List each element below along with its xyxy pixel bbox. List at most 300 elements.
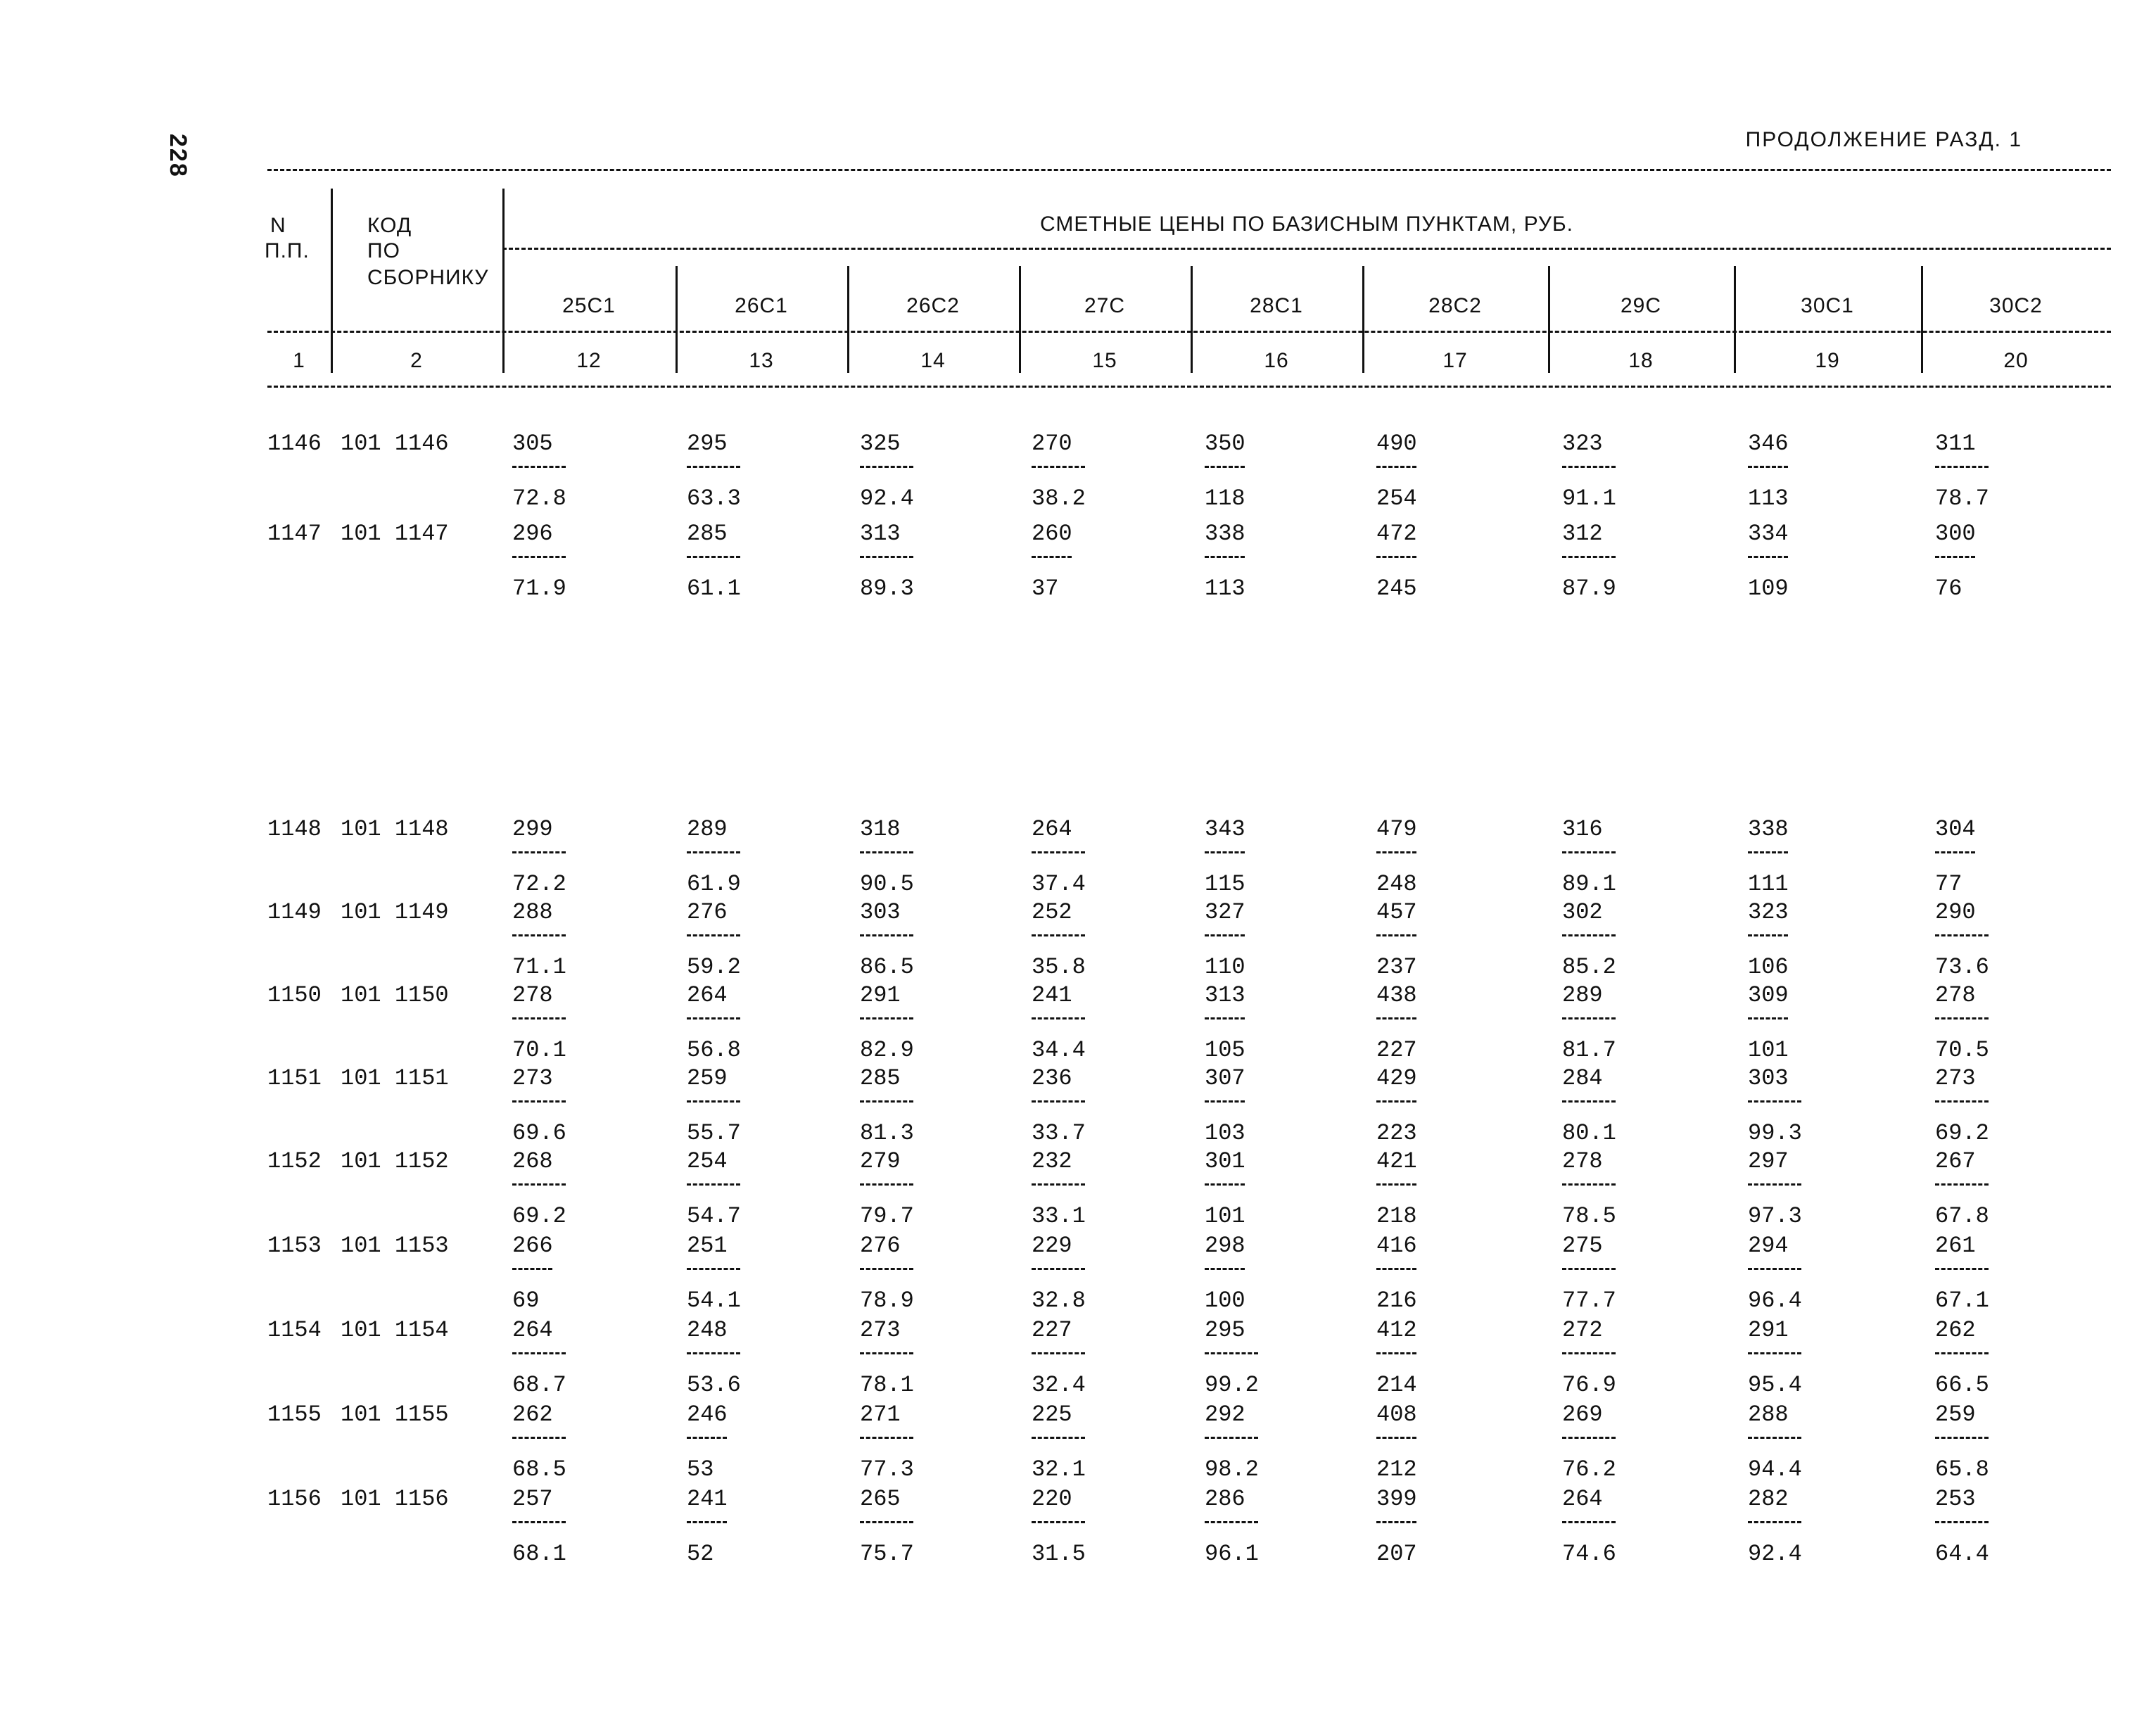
column-code: 29С: [1620, 294, 1662, 317]
fraction-line: [1562, 934, 1616, 936]
price-value: 288: [1748, 1402, 1789, 1428]
price-subvalue: 61.1: [687, 576, 741, 602]
column-number: 19: [1815, 349, 1840, 372]
price-subvalue: 96.4: [1748, 1288, 1802, 1314]
row-number: 1151: [267, 1065, 322, 1091]
price-value: 311: [1935, 431, 1976, 457]
price-subvalue: 77.3: [860, 1456, 914, 1482]
price-value: 325: [860, 431, 901, 457]
column-number: 20: [2003, 349, 2029, 372]
n-label: П.П.: [265, 239, 310, 262]
price-value: 479: [1376, 816, 1417, 842]
price-value: 343: [1205, 816, 1245, 842]
row-number: 1150: [267, 982, 322, 1008]
price-subvalue: 35.8: [1032, 954, 1086, 980]
price-value: 304: [1935, 816, 1976, 842]
column-number: 17: [1442, 349, 1468, 372]
price-subvalue: 64.4: [1935, 1541, 1989, 1567]
price-subvalue: 72.2: [512, 871, 566, 897]
price-subvalue: 32.8: [1032, 1288, 1086, 1314]
price-subvalue: 89.3: [860, 576, 914, 602]
price-value: 270: [1032, 431, 1072, 457]
price-value: 261: [1935, 1233, 1976, 1259]
row-number: 1147: [267, 521, 322, 547]
price-value: 278: [512, 982, 553, 1008]
fraction-line: [1032, 1521, 1085, 1523]
price-value: 286: [1205, 1486, 1245, 1512]
price-subvalue: 214: [1376, 1372, 1417, 1398]
row-number: 1154: [267, 1317, 322, 1343]
price-value: 301: [1205, 1148, 1245, 1174]
price-value: 338: [1748, 816, 1789, 842]
price-value: 229: [1032, 1233, 1072, 1259]
fraction-line: [1376, 466, 1416, 468]
row-code: 101 1151: [341, 1065, 449, 1091]
fraction-line: [1032, 1268, 1085, 1270]
row-number: 1152: [267, 1148, 322, 1174]
price-value: 254: [687, 1148, 728, 1174]
price-subvalue: 76: [1935, 576, 1962, 602]
fraction-line: [687, 851, 740, 853]
fraction-line: [512, 851, 566, 853]
fraction-line: [1032, 934, 1085, 936]
price-value: 303: [860, 899, 901, 925]
price-value: 296: [512, 521, 553, 547]
price-subvalue: 113: [1205, 576, 1245, 602]
price-value: 248: [687, 1317, 728, 1343]
row-code: 101 1155: [341, 1402, 449, 1428]
price-value: 232: [1032, 1148, 1072, 1174]
price-value: 225: [1032, 1402, 1072, 1428]
price-subvalue: 77: [1935, 871, 1962, 897]
price-subvalue: 69.2: [512, 1203, 566, 1229]
price-value: 289: [1562, 982, 1603, 1008]
price-subvalue: 66.5: [1935, 1372, 1989, 1398]
fraction-line: [860, 1100, 913, 1103]
fraction-line: [1935, 1437, 1989, 1439]
fraction-line: [1562, 1100, 1616, 1103]
price-subvalue: 69.2: [1935, 1120, 1989, 1146]
price-value: 278: [1935, 982, 1976, 1008]
price-subvalue: 212: [1376, 1456, 1417, 1482]
price-subvalue: 96.1: [1205, 1541, 1259, 1567]
row-number: 1156: [267, 1486, 322, 1512]
fraction-line: [1935, 1268, 1989, 1270]
price-value: 257: [512, 1486, 553, 1512]
fraction-line: [860, 934, 913, 936]
row-number: 1148: [267, 816, 322, 842]
price-subvalue: 92.4: [1748, 1541, 1802, 1567]
fraction-line: [1376, 1352, 1416, 1354]
fraction-line: [512, 1352, 566, 1354]
fraction-line: [687, 1017, 740, 1019]
price-subvalue: 99.3: [1748, 1120, 1802, 1146]
price-value: 268: [512, 1148, 553, 1174]
price-value: 305: [512, 431, 553, 457]
price-subvalue: 78.7: [1935, 485, 1989, 512]
column-code: 27С: [1084, 294, 1126, 317]
column-code: 28С1: [1250, 294, 1303, 317]
price-value: 259: [687, 1065, 728, 1091]
fraction-line: [1935, 1100, 1989, 1103]
price-subvalue: 71.1: [512, 954, 566, 980]
price-subvalue: 55.7: [687, 1120, 741, 1146]
fraction-line: [1935, 466, 1989, 468]
row-code: 101 1150: [341, 982, 449, 1008]
row-number: 1146: [267, 431, 322, 457]
fraction-line: [512, 1521, 566, 1523]
fraction-line: [1032, 851, 1085, 853]
fraction-line: [1205, 556, 1245, 558]
price-value: 284: [1562, 1065, 1603, 1091]
column-number: 18: [1628, 349, 1654, 372]
price-subvalue: 74.6: [1562, 1541, 1616, 1567]
price-subvalue: 100: [1205, 1288, 1245, 1314]
price-subvalue: 103: [1205, 1120, 1245, 1146]
price-value: 327: [1205, 899, 1245, 925]
price-subvalue: 207: [1376, 1541, 1417, 1567]
price-subvalue: 37.4: [1032, 871, 1086, 897]
fraction-line: [1376, 1268, 1416, 1270]
price-value: 220: [1032, 1486, 1072, 1512]
price-subvalue: 34.4: [1032, 1037, 1086, 1063]
fraction-line: [1562, 1352, 1616, 1354]
price-value: 267: [1935, 1148, 1976, 1174]
row-code: 101 1149: [341, 899, 449, 925]
fraction-line: [860, 466, 913, 468]
fraction-line: [1032, 466, 1085, 468]
price-subvalue: 71.9: [512, 576, 566, 602]
price-subvalue: 56.8: [687, 1037, 741, 1063]
fraction-line: [1748, 1017, 1788, 1019]
fraction-line: [1748, 1437, 1801, 1439]
price-subvalue: 111: [1748, 871, 1789, 897]
fraction-line: [1376, 1521, 1416, 1523]
price-subvalue: 118: [1205, 485, 1245, 512]
price-value: 262: [512, 1402, 553, 1428]
column-code: 28С2: [1428, 294, 1482, 317]
price-value: 307: [1205, 1065, 1245, 1091]
price-value: 265: [860, 1486, 901, 1512]
price-subvalue: 76.2: [1562, 1456, 1616, 1482]
price-subvalue: 97.3: [1748, 1203, 1802, 1229]
fraction-line: [1562, 1437, 1616, 1439]
row-code: 101 1154: [341, 1317, 449, 1343]
price-value: 264: [512, 1317, 553, 1343]
fraction-line: [512, 1183, 566, 1186]
price-subvalue: 32.1: [1032, 1456, 1086, 1482]
price-value: 416: [1376, 1233, 1417, 1259]
fraction-line: [512, 1268, 552, 1270]
fraction-line: [687, 1183, 740, 1186]
fraction-line: [512, 556, 566, 558]
price-value: 278: [1562, 1148, 1603, 1174]
fraction-line: [1032, 1100, 1085, 1103]
price-subvalue: 90.5: [860, 871, 914, 897]
row-code: 101 1146: [341, 431, 449, 457]
column-number: 14: [920, 349, 946, 372]
price-value: 264: [1562, 1486, 1603, 1512]
fraction-line: [1376, 1183, 1416, 1186]
fraction-line: [1562, 1183, 1616, 1186]
fraction-line: [1376, 1100, 1416, 1103]
fraction-line: [860, 1183, 913, 1186]
price-subvalue: 37: [1032, 576, 1059, 602]
price-subvalue: 254: [1376, 485, 1417, 512]
price-value: 291: [860, 982, 901, 1008]
fraction-line: [687, 1100, 740, 1103]
price-subvalue: 54.7: [687, 1203, 741, 1229]
price-subvalue: 87.9: [1562, 576, 1616, 602]
price-value: 303: [1748, 1065, 1789, 1091]
fraction-line: [687, 1352, 740, 1354]
price-value: 309: [1748, 982, 1789, 1008]
fraction-line: [1032, 1183, 1085, 1186]
price-value: 295: [687, 431, 728, 457]
n-label: N: [270, 214, 286, 237]
price-value: 241: [687, 1486, 728, 1512]
price-subvalue: 67.1: [1935, 1288, 1989, 1314]
price-value: 438: [1376, 982, 1417, 1008]
price-subvalue: 86.5: [860, 954, 914, 980]
price-subvalue: 99.2: [1205, 1372, 1259, 1398]
fraction-line: [1205, 1017, 1245, 1019]
fraction-line: [1205, 851, 1245, 853]
fraction-line: [1205, 1100, 1245, 1103]
fraction-line: [1748, 556, 1788, 558]
price-value: 282: [1748, 1486, 1789, 1512]
price-value: 262: [1935, 1317, 1976, 1343]
price-subvalue: 31.5: [1032, 1541, 1086, 1567]
fraction-line: [1748, 934, 1788, 936]
price-value: 472: [1376, 521, 1417, 547]
price-subvalue: 216: [1376, 1288, 1417, 1314]
fraction-line: [1935, 934, 1989, 936]
price-subvalue: 68.1: [512, 1541, 566, 1567]
price-subvalue: 115: [1205, 871, 1245, 897]
price-value: 271: [860, 1402, 901, 1428]
fraction-line: [1748, 1268, 1801, 1270]
price-subvalue: 94.4: [1748, 1456, 1802, 1482]
price-subvalue: 78.5: [1562, 1203, 1616, 1229]
price-value: 285: [687, 521, 728, 547]
price-subvalue: 33.7: [1032, 1120, 1086, 1146]
price-subvalue: 227: [1376, 1037, 1417, 1063]
fraction-line: [1748, 1183, 1801, 1186]
fraction-line: [1376, 556, 1416, 558]
fraction-line: [1205, 1521, 1258, 1523]
row-code: 101 1148: [341, 816, 449, 842]
price-subvalue: 95.4: [1748, 1372, 1802, 1398]
row-code: 101 1152: [341, 1148, 449, 1174]
price-subvalue: 67.8: [1935, 1203, 1989, 1229]
fraction-line: [1205, 1268, 1245, 1270]
fraction-line: [1748, 1521, 1801, 1523]
continuation-label: ПРОДОЛЖЕНИЕ РАЗД. 1: [1745, 128, 2022, 151]
price-value: 297: [1748, 1148, 1789, 1174]
price-subvalue: 59.2: [687, 954, 741, 980]
price-value: 338: [1205, 521, 1245, 547]
fraction-line: [1748, 1352, 1801, 1354]
price-value: 260: [1032, 521, 1072, 547]
price-value: 269: [1562, 1402, 1603, 1428]
price-value: 350: [1205, 431, 1245, 457]
price-subvalue: 70.1: [512, 1037, 566, 1063]
price-subvalue: 73.6: [1935, 954, 1989, 980]
row-number: 1153: [267, 1233, 322, 1259]
fraction-line: [1562, 851, 1616, 853]
price-value: 259: [1935, 1402, 1976, 1428]
price-subvalue: 92.4: [860, 485, 914, 512]
price-subvalue: 81.3: [860, 1120, 914, 1146]
price-subvalue: 65.8: [1935, 1456, 1989, 1482]
price-subvalue: 54.1: [687, 1288, 741, 1314]
price-subvalue: 78.1: [860, 1372, 914, 1398]
price-value: 273: [512, 1065, 553, 1091]
fraction-line: [1205, 1437, 1258, 1439]
price-value: 276: [687, 899, 728, 925]
row-code: 101 1147: [341, 521, 449, 547]
fraction-line: [512, 466, 566, 468]
fraction-line: [687, 466, 740, 468]
column-code: 30С2: [1989, 294, 2043, 317]
price-value: 295: [1205, 1317, 1245, 1343]
price-value: 288: [512, 899, 553, 925]
price-subvalue: 223: [1376, 1120, 1417, 1146]
price-value: 421: [1376, 1148, 1417, 1174]
price-subvalue: 82.9: [860, 1037, 914, 1063]
column-code: 26С1: [735, 294, 788, 317]
fraction-line: [1935, 1521, 1989, 1523]
price-value: 313: [1205, 982, 1245, 1008]
price-subvalue: 218: [1376, 1203, 1417, 1229]
fraction-line: [860, 1268, 913, 1270]
price-subvalue: 72.8: [512, 485, 566, 512]
fraction-line: [687, 1437, 727, 1439]
price-value: 302: [1562, 899, 1603, 925]
price-subvalue: 69.6: [512, 1120, 566, 1146]
fraction-line: [860, 1017, 913, 1019]
fraction-line: [1562, 1017, 1616, 1019]
price-value: 300: [1935, 521, 1976, 547]
fraction-line: [512, 934, 566, 936]
fraction-line: [512, 1100, 566, 1103]
price-value: 246: [687, 1402, 728, 1428]
price-subvalue: 77.7: [1562, 1288, 1616, 1314]
price-subvalue: 98.2: [1205, 1456, 1259, 1482]
price-value: 457: [1376, 899, 1417, 925]
price-value: 253: [1935, 1486, 1976, 1512]
fraction-line: [512, 1437, 566, 1439]
fraction-line: [1935, 1352, 1989, 1354]
code-label: СБОРНИКУ: [367, 266, 489, 289]
price-value: 346: [1748, 431, 1789, 457]
price-value: 316: [1562, 816, 1603, 842]
row-code: 101 1153: [341, 1233, 449, 1259]
fraction-line: [512, 1017, 566, 1019]
page-number: 228: [165, 134, 191, 178]
price-subvalue: 109: [1748, 576, 1789, 602]
fraction-line: [1748, 1100, 1801, 1103]
column-number: 13: [749, 349, 774, 372]
price-subvalue: 113: [1748, 485, 1789, 512]
fraction-line: [1376, 1017, 1416, 1019]
column-number: 15: [1092, 349, 1117, 372]
fraction-line: [1205, 934, 1245, 936]
price-value: 264: [687, 982, 728, 1008]
fraction-line: [1205, 466, 1245, 468]
price-subvalue: 53.6: [687, 1372, 741, 1398]
price-subvalue: 245: [1376, 576, 1417, 602]
price-value: 241: [1032, 982, 1072, 1008]
price-value: 252: [1032, 899, 1072, 925]
fraction-line: [860, 851, 913, 853]
fraction-line: [1748, 851, 1788, 853]
code-label: ПО: [367, 239, 400, 262]
column-number: 12: [576, 349, 602, 372]
price-value: 266: [512, 1233, 553, 1259]
price-subvalue: 33.1: [1032, 1203, 1086, 1229]
price-subvalue: 89.1: [1562, 871, 1616, 897]
price-value: 236: [1032, 1065, 1072, 1091]
price-subvalue: 69: [512, 1288, 540, 1314]
price-subvalue: 248: [1376, 871, 1417, 897]
fraction-line: [1562, 1268, 1616, 1270]
price-value: 264: [1032, 816, 1072, 842]
price-subvalue: 53: [687, 1456, 714, 1482]
fraction-line: [687, 1521, 727, 1523]
price-subvalue: 101: [1748, 1037, 1789, 1063]
fraction-line: [1376, 1437, 1416, 1439]
column-number: 2: [410, 349, 423, 372]
price-value: 299: [512, 816, 553, 842]
price-subvalue: 38.2: [1032, 485, 1086, 512]
fraction-line: [1032, 1352, 1085, 1354]
price-subvalue: 81.7: [1562, 1037, 1616, 1063]
price-value: 490: [1376, 431, 1417, 457]
price-value: 279: [860, 1148, 901, 1174]
price-subvalue: 110: [1205, 954, 1245, 980]
column-code: 26С2: [906, 294, 960, 317]
fraction-line: [1935, 556, 1975, 558]
fraction-line: [1205, 1352, 1258, 1354]
price-subvalue: 76.9: [1562, 1372, 1616, 1398]
column-number: 16: [1264, 349, 1289, 372]
price-value: 227: [1032, 1317, 1072, 1343]
price-value: 276: [860, 1233, 901, 1259]
column-code: 30С1: [1801, 294, 1854, 317]
price-value: 290: [1935, 899, 1976, 925]
fraction-line: [687, 934, 740, 936]
price-value: 298: [1205, 1233, 1245, 1259]
price-subvalue: 70.5: [1935, 1037, 1989, 1063]
price-subvalue: 52: [687, 1541, 714, 1567]
price-value: 275: [1562, 1233, 1603, 1259]
fraction-line: [1562, 556, 1616, 558]
row-number: 1149: [267, 899, 322, 925]
price-subvalue: 63.3: [687, 485, 741, 512]
price-subvalue: 78.9: [860, 1288, 914, 1314]
fraction-line: [1032, 1437, 1085, 1439]
price-value: 312: [1562, 521, 1603, 547]
fraction-line: [1562, 466, 1616, 468]
fraction-line: [1748, 466, 1788, 468]
price-subvalue: 85.2: [1562, 954, 1616, 980]
price-subvalue: 106: [1748, 954, 1789, 980]
price-value: 399: [1376, 1486, 1417, 1512]
price-value: 412: [1376, 1317, 1417, 1343]
price-subvalue: 91.1: [1562, 485, 1616, 512]
